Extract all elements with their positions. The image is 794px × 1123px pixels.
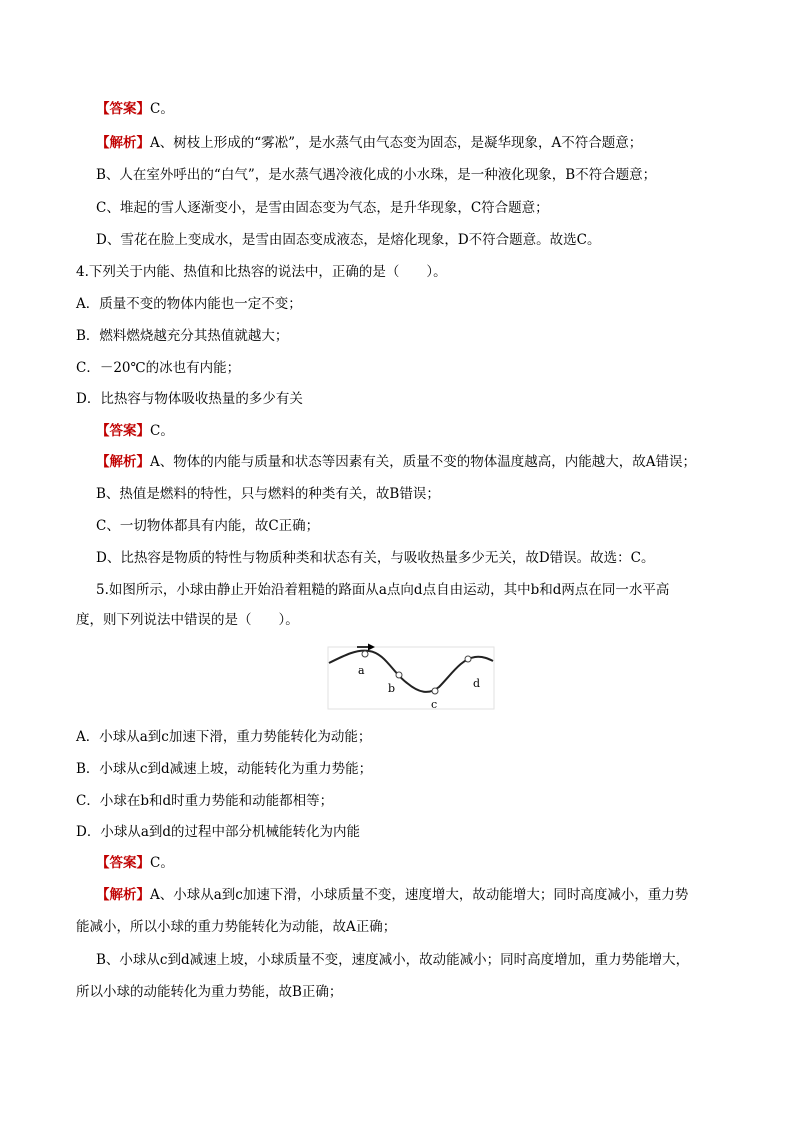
q5-option-d: D．小球从a到d的过程中部分机械能转化为内能 [76, 824, 361, 840]
q5-option-c: C．小球在b和d时重力势能和动能都相等； [76, 793, 334, 809]
q5-stem-line-1: 5.如图所示，小球由静止开始沿着粗糙的路面从a点向d点自由运动，其中b和d两点在同一水平高 [96, 582, 670, 598]
q5-analysis-line-3: B、小球从c到d减速上坡，小球质量不变，速度减小，故动能减小；同时高度增加，重力势能增大， [96, 952, 690, 968]
label-b: b [388, 682, 396, 695]
answer-value: C。 [150, 101, 174, 117]
analysis-text: A、树枝上形成的“雾凇”，是水蒸气由气态变为固态，是凝华现象，A不符合题意； [150, 135, 643, 151]
label-c: c [431, 698, 438, 711]
q5-option-a: A．小球从a到c加速下滑，重力势能转化为动能； [76, 729, 372, 745]
q5-analysis-line-4: 所以小球的动能转化为重力势能，故B正确； [76, 984, 343, 1000]
analysis-text: A、物体的内能与质量和状态等因素有关，质量不变的物体温度越高，内能越大，故A错误； [150, 454, 696, 470]
ball-c [432, 688, 438, 694]
q4-analysis-line-2: B、热值是燃料的特性，只与燃料的种类有关，故B错误； [96, 486, 440, 502]
q3-analysis-line-3: C、堆起的雪人逐渐变小，是雪由固态变为气态，是升华现象，C符合题意； [96, 200, 549, 216]
q5-stem-line-2: 度，则下列说法中错误的是（ ）。 [76, 612, 299, 628]
analysis-tag: 【解析】 [96, 135, 150, 151]
q3-analysis-line-4: D、雪花在脸上变成水，是雪由固态变成液态，是熔化现象，D不符合题意。故选C。 [96, 232, 601, 248]
label-a: a [358, 664, 365, 677]
ball-a [362, 651, 368, 657]
analysis-tag: 【解析】 [96, 887, 150, 903]
q4-answer-line [96, 421, 746, 441]
answer-value: C。 [150, 855, 174, 871]
answer-tag: 【答案】 [96, 101, 150, 117]
q4-stem: 4.下列关于内能、热值和比热容的说法中，正确的是（ ）。 [76, 264, 447, 280]
answer-tag: 【答案】 [96, 855, 150, 871]
analysis-text: A、小球从a到c加速下滑，小球质量不变，速度增大，故动能增大；同时高度减小，重力势 [150, 887, 689, 903]
q5-analysis-line-2: 能减小，所以小球的重力势能转化为动能，故A正确； [76, 919, 397, 935]
ball-d [465, 656, 471, 662]
answer-value: C。 [150, 423, 174, 439]
q4-option-d: D．比热容与物体吸收热量的多少有关 [76, 391, 303, 407]
q4-option-c: C．－20℃的冰也有内能； [76, 360, 241, 376]
q5-option-b: B．小球从c到d减速上坡，动能转化为重力势能； [76, 761, 373, 777]
q5-answer-line [96, 853, 746, 873]
q4-analysis-line-3: C、一切物体都具有内能，故C正确； [96, 518, 320, 534]
q3-analysis-line-1 [96, 133, 746, 153]
q4-option-a: A．质量不变的物体内能也一定不变； [76, 296, 302, 312]
q3-analysis-line-2: B、人在室外呼出的“白气”，是水蒸气遇冷液化成的小水珠，是一种液化现象，B不符合题意； [96, 167, 657, 183]
q3-answer-line [96, 99, 746, 119]
ball-b [396, 672, 402, 678]
label-d: d [473, 677, 481, 690]
q4-analysis-line-1 [96, 452, 746, 472]
answer-tag: 【答案】 [96, 423, 150, 439]
track-figure [327, 641, 495, 711]
q5-analysis-line-1 [96, 885, 746, 905]
q4-analysis-line-4: D、比热容是物质的特性与物质种类和状态有关，与吸收热量多少无关，故D错误。故选：C。 [96, 550, 655, 566]
q4-option-b: B．燃料燃烧越充分其热值就越大； [76, 328, 289, 344]
analysis-tag: 【解析】 [96, 454, 150, 470]
